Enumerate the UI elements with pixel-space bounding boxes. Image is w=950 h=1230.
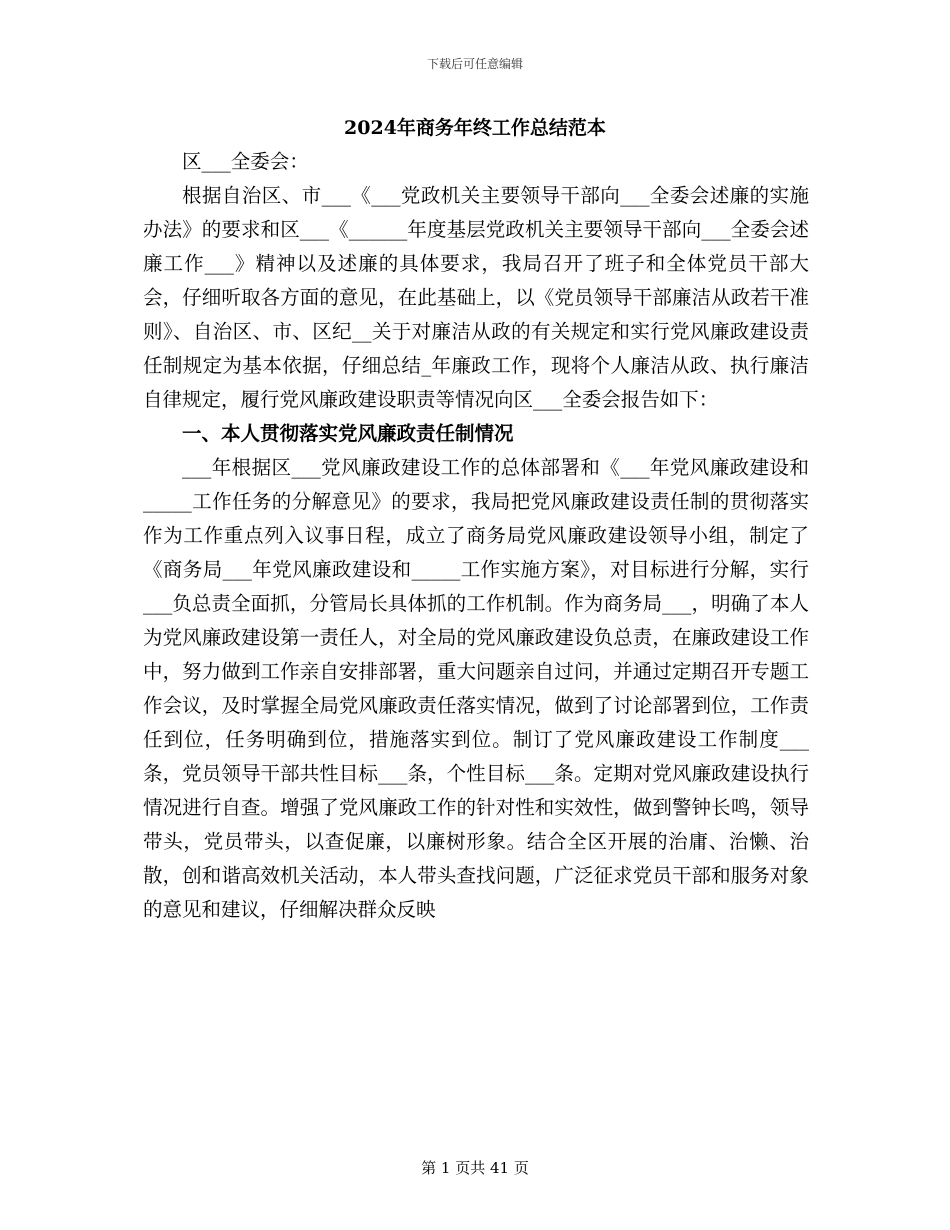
salutation: 区___全委会： [182, 150, 309, 173]
document-body [143, 145, 809, 927]
paragraph-intro: 根据自治区、市___《___党政机关主要领导干部向___全委会述廉的实施办法》的要求和区___《______年度基层党政机关主要领导干部向___全委会述廉工作___》精神以及述廉的具体要求，我局召开了班子和全体党员干部大会，仔细听取各方面的意见，在此基础上，以《党员领导干部廉洁从政若干准则》、自治区、市、区纪__关于对廉洁从政的有关规定和实行党风廉政建设责任制规定为基本依据，仔细总结_年廉政工作，现将个人廉洁从政、执行廉洁自律规定，履行党风廉政建设职责等情况向区___全委会报告如下： [143, 184, 809, 411]
page-footer: 第 1 页共 41 页 [421, 1159, 529, 1177]
header-note: 下载后可任意编辑 [426, 57, 523, 71]
document-title: 2024年商务年终工作总结范本 [344, 117, 606, 139]
section-heading-1: 一、本人贯彻落实党风廉政责任制情况 [182, 422, 514, 445]
paragraph-section-1: ___年根据区___党风廉政建设工作的总体部署和《___年党风廉政建设和_____工作任务的分解意见》的要求，我局把党风廉政建设责任制的贯彻落实作为工作重点列入议事日程，成立了商务局党风廉政建设领导小组，制定了《商务局___年党风廉政建设和_____工作实施方案》，对目标进行分解，实行___负总责全面抓，分管局长具体抓的工作机制。作为商务局___，明确了本人为党风廉政建设第一责任人，对全局的党风廉政建设负总责，在廉政建设工作中，努力做到工作亲自安排部署，重大问题亲自过问，并通过定期召开专题工作会议，及时掌握全局党风廉政责任落实情况，做到了讨论部署到位，工作责任到位，任务明确到位，措施落实到位。制订了党风廉政建设工作制度___条，党员领导干部共性目标___条，个性目标___条。定期对党风廉政建设执行情况进行自查。增强了党风廉政工作的针对性和实效性，做到警钟长鸣，领导带头，党员带头，以查促廉，以廉树形象。结合全区开展的治庸、治懒、治散，创和谐高效机关活动，本人带头查找问题，广泛征求党员干部和服务对象的意见和建议，仔细解决群众反映 [143, 456, 809, 921]
